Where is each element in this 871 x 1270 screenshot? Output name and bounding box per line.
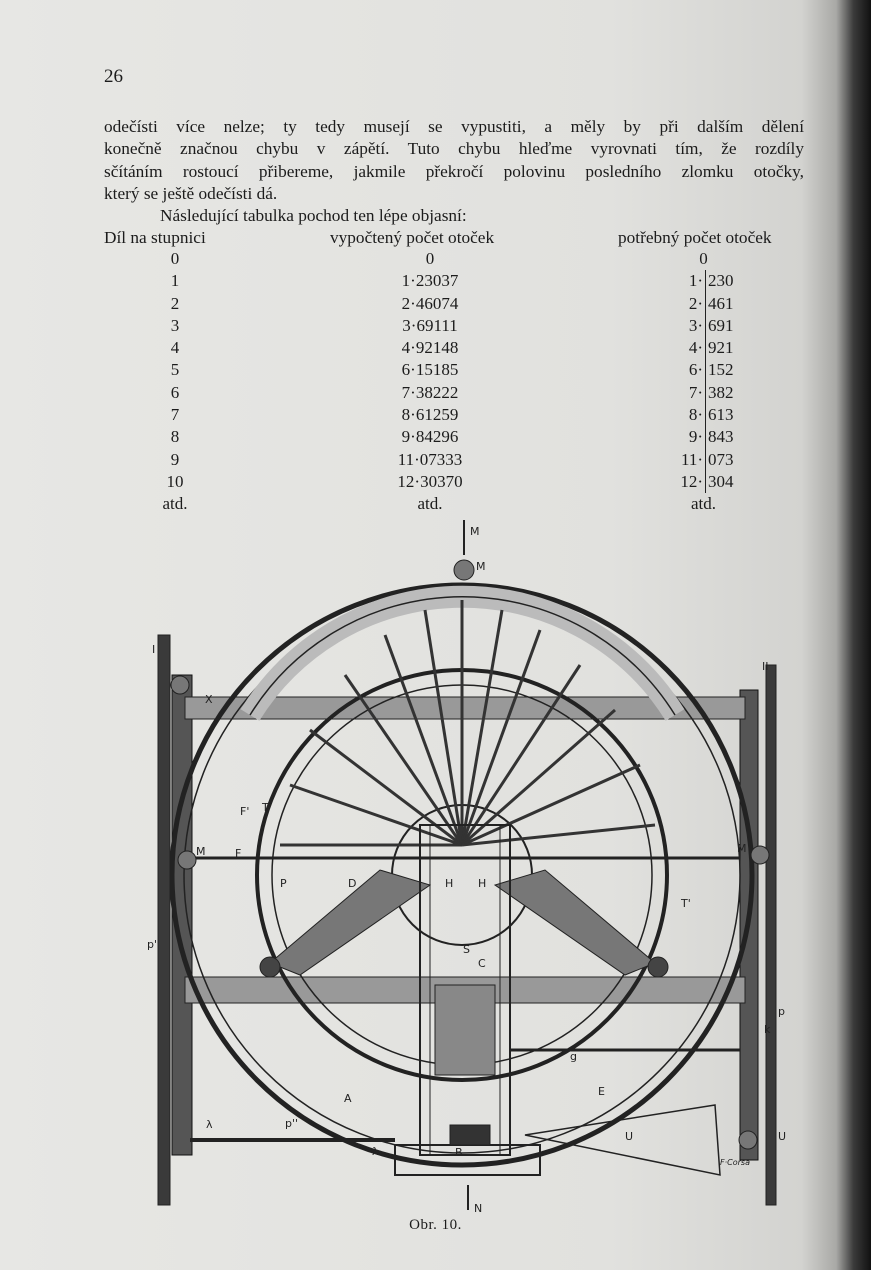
label-p-small: p [778,1005,785,1018]
label-h1: H [445,877,454,890]
table-cell-computed: 0 [425,249,435,268]
table-header-scale: Díl na stupnici [104,228,206,247]
table-cell-scale: 5 [170,360,180,380]
table-cell-required-fraction: 304 [708,471,734,491]
label-h2: H [478,877,487,890]
table-cell-required [666,359,746,381]
machine-figure [130,515,790,1215]
table-cell-required-integer: 11· [666,449,706,471]
table-cell-required: atd. [690,494,717,514]
label-lambda1: λ [206,1118,213,1131]
table-cell-scale: 7 [170,405,180,425]
table-cell-computed: 12·30370 [397,471,463,491]
table-cell-required [666,293,746,315]
table-cell-required [666,426,746,448]
table-cell-required-fraction: 613 [708,405,734,425]
label-f: F [235,847,242,860]
table-cell-required-fraction: 843 [708,427,734,447]
label-u1: U [625,1130,634,1143]
paragraph-line: který se ještě odečísti dá. [104,183,278,203]
table-cell-required-fraction: 461 [708,293,734,313]
paragraph-line: odečísti více nelze; ty tedy musejí se vypustiti, a měly by při dalším dělení [104,117,804,136]
label-x: X [205,693,213,706]
table-intro: Následující tabulka pochod ten lépe objasní: [160,206,467,225]
table-cell-required-integer: 9· [666,426,706,448]
label-m-top: M [470,525,480,538]
label-p-dprime: p'' [285,1117,299,1130]
engraver-signature: F·Corsa [720,1158,750,1167]
label-g: g [570,1050,577,1063]
table-cell-required: 0 [699,249,708,268]
table-cell-computed: 7·38222 [401,382,459,402]
table-cell-scale: 3 [170,315,180,335]
table-cell-computed: 9·84296 [401,427,459,447]
paragraph [104,116,804,205]
table-cell-required-integer: 12· [666,471,706,493]
label-f-prime: F' [240,805,250,818]
dividing-engine-drawing [130,515,790,1215]
table-cell-required-fraction: 230 [708,271,734,291]
label-u2: U [778,1130,787,1143]
page-number: 26 [104,66,123,87]
table-cell-required [666,337,746,359]
table-cell-computed: 1·23037 [401,271,459,291]
table-cell-computed: 8·61259 [401,405,459,425]
label-k: k [764,1023,771,1036]
table-cell-scale: 10 [166,471,184,491]
table-cell-required-fraction: 691 [708,315,734,335]
paragraph-line: sčítáním rostoucí přibereme, jakmile překročí polovinu posledního zlomku otočky, [104,161,804,181]
table-cell-computed: 11·07333 [397,449,463,469]
table-cell-scale: 1 [170,271,180,291]
table-cell-required [666,404,746,426]
table-cell-computed: 3·69111 [402,315,458,335]
table-cell-required [666,315,746,337]
label-lambda2: λ [372,1145,379,1158]
table-column-scale [150,248,200,516]
table-cell-required-integer: 8· [666,404,706,426]
table-cell-computed: atd. [417,494,443,514]
table-cell-scale: 2 [170,293,180,313]
table-cell-required-integer: 1· [666,270,706,292]
label-c: C [478,957,486,970]
table-cell-computed: 6·15185 [401,360,459,380]
label-a: A [344,1092,352,1105]
table-cell-computed: 4·92148 [401,338,459,358]
table-cell-required-integer: 4· [666,337,706,359]
table-cell-required-integer: 7· [666,382,706,404]
label-m-top-small: M [476,560,486,573]
table-header-computed: vypočtený počet otoček [330,228,495,247]
label-m-left: M [196,845,206,858]
table-cell-scale: 4 [170,338,180,358]
table-cell-required [666,449,746,471]
table-cell-required-fraction: 921 [708,338,734,358]
label-d: D [348,877,357,890]
table-cell-required-integer: 2· [666,293,706,315]
paragraph-line: konečně značnou chybu v zápětí. Tuto chybu hleďme vyrovnati tím, že rozdíly [104,139,804,159]
label-ii: II [762,660,769,673]
table-column-required [666,248,746,516]
table-cell-required-integer: 3· [666,315,706,337]
figure-caption: Obr. 10. [409,1217,462,1233]
table-cell-required [666,270,746,292]
table-cell-required [666,382,746,404]
label-b: B [455,1146,463,1159]
table-cell-computed: 2·46074 [401,293,459,313]
label-n: N [474,1202,483,1215]
table-cell-scale: 9 [170,449,180,469]
table-header-required: potřebný počet otoček [618,228,772,247]
table-cell-required-fraction: 073 [708,449,734,469]
table-cell-scale: 6 [170,382,180,402]
label-m-right: M [737,842,747,855]
label-i: I [152,643,156,656]
table-cell-required-fraction: 382 [708,382,734,402]
table-cell-scale: 8 [170,427,180,447]
table-cell-required-fraction: 152 [708,360,734,380]
table-cell-required-integer: 6· [666,359,706,381]
label-s: S [463,943,470,956]
label-p-prime: p' [147,938,158,951]
label-e: E [598,1085,605,1098]
label-t: T [262,801,269,814]
table-cell-scale: atd. [162,494,188,514]
label-t-prime: T' [681,897,691,910]
table-cell-required [666,471,746,493]
label-p: P [280,877,287,890]
table-cell-scale: 0 [170,249,180,268]
table-column-computed [385,248,475,516]
